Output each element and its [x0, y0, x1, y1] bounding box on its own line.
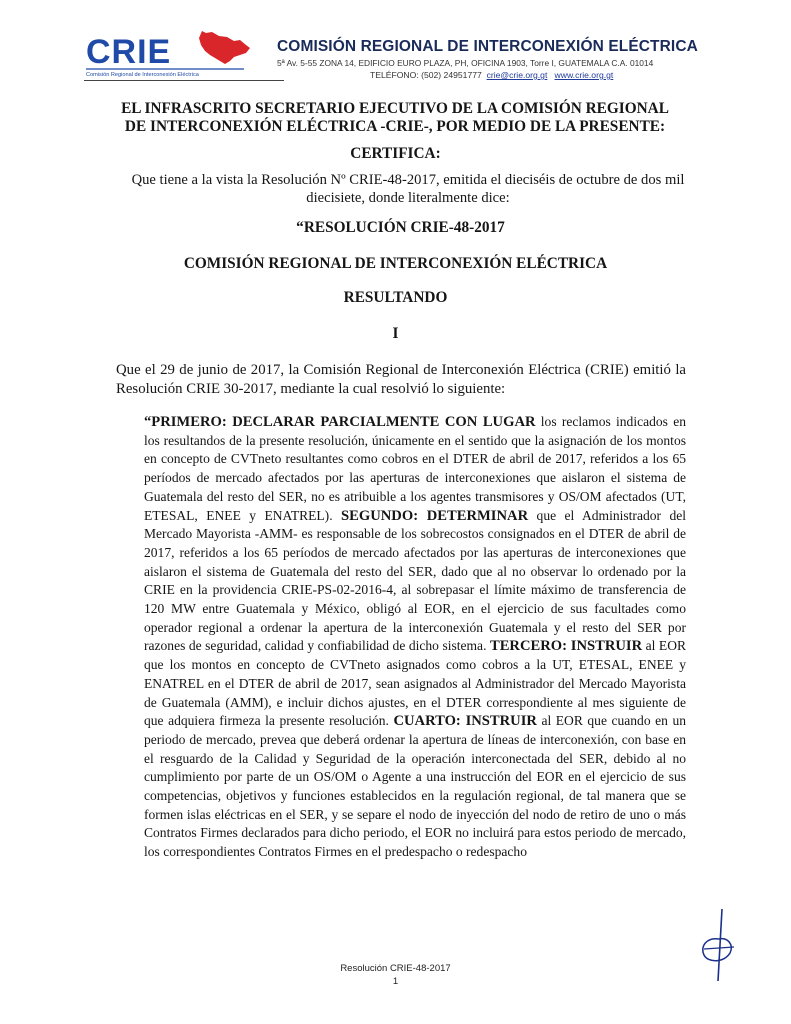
intro-heading: EL INFRASCRITO SECRETARIO EJECUTIVO DE LA COMISIÓN REGIONAL DE INTERCONEXIÓN ELÉCTRICA -CRIE-, POR MEDIO DE LA PRESENTE: — [121, 100, 669, 135]
tercero-text: al EOR que los montos en concepto de CVTneto asignados como cobros a la UT, ETESAL, ENEE y ENATREL en el DTER de abril de 2017, sean asignados al Administrador del Mercado Mayorista de Guatemala (AMM), e incluir dichos ajustes, en el DTER correspondiente al mes siguiente de que adquiera firmeza la presente resolución. — [144, 638, 687, 729]
cuarto-text: al EOR que cuando en un periodo de mercado, prevea que deberá ordenar la apertura de líneas de interconexión, con base en el resguardo de la Calidad y Seguridad de la operación interconectada del SER, debido al no cumplimiento por parte de un OS/OM o Agente a una instrucción del EOR en el ejercicio de sus competencias, objetivos y funciones establecidos en la regulación regional, de tal manera que se formen islas eléctricas en el SER, y se separe el nodo de inyección del nodo de retiro de uno o más Contratos Firmes declarados para dicho periodo, el EOR no incluirá para estos periodo de mercado, los correspondientes Contratos Firmes en el predespacho o redespacho — [144, 713, 686, 860]
quoted-resolution — [144, 413, 686, 862]
certifica-text: Que tiene a la vista la Resolución Nº CRIE-48-2017, emitida el dieciséis de octubre de dos mil diecisiete, donde literalmente dice: — [131, 172, 685, 206]
phone-number: TELÉFONO: (502) 24951777 — [370, 70, 482, 80]
crie-logo — [84, 28, 274, 78]
primero-heading: “PRIMERO: DECLARAR PARCIALMENTE CON LUGAR — [144, 414, 536, 430]
resultando-heading: RESULTANDO — [343, 289, 448, 306]
primero-text: los reclamos indicados en los resultandos de la presente resolución, únicamente en el sentido que la asignación de los montos en concepto de CVTneto resultantes como cobros en el DTER de abril de 2017, referidos a los 65 períodos de mercado afectados por las aperturas de interconexiones que aislaron el sistema de Guatemala del resto del SER, no es atribuible a los agentes transmisores y OS/OM afectados (UT, ETESAL, ENEE y ENATREL). — [144, 414, 686, 523]
page-footer — [0, 962, 791, 988]
footer-label: Resolución CRIE-48-2017 — [340, 963, 451, 974]
certifica-heading: CERTIFICA: — [350, 145, 441, 162]
paragraph-1: Que el 29 de junio de 2017, la Comisión Regional de Interconexión Eléctrica (CRIE) emitió la Resolución CRIE 30-2017, mediante la cual resolvió lo siguiente: — [116, 362, 686, 397]
organization-contact — [370, 70, 613, 80]
email-link[interactable]: crie@crie.org.gt — [486, 70, 548, 80]
website-link[interactable]: www.crie.org.gt — [554, 70, 614, 80]
page-number: 1 — [392, 976, 399, 987]
section-numeral: I — [392, 325, 399, 342]
logo-tagline: Comisión Regional de Interconexión Eléctrica — [86, 72, 199, 78]
logo-wordmark: CRIE — [86, 33, 172, 71]
resolution-title: “RESOLUCIÓN CRIE-48-2017 — [296, 219, 505, 236]
organization-name: COMISIÓN REGIONAL DE INTERCONEXIÓN ELÉCTRICA — [277, 38, 698, 55]
cuarto-heading: CUARTO: INSTRUIR — [393, 713, 537, 730]
segundo-heading: SEGUNDO: DETERMINAR — [341, 507, 529, 524]
commission-heading: COMISIÓN REGIONAL DE INTERCONEXIÓN ELÉCTRICA — [183, 255, 608, 272]
segundo-text: que el Administrador del Mercado Mayorista -AMM- es responsable de los sobrecostos consignados en el DTER de abril de 2017, referidos a los 65 períodos de mercado afectados por las aperturas de interconexiones que aislaron el sistema de Guatemala del resto del SER, dado que al no observar lo ordenado por la CRIE en la providencia CRIE-PS-02-2016-4, al sobrepasar el límite máximo de transferencia de 120 MW entre Guatemala y México, obligó al EOR, en el ejercicio de sus facultades como operador regional a ordenar la apertura de la interconexión Guatemala y el resto del SER por razones de seguridad, calidad y confiabilidad de dicho sistema. — [144, 507, 686, 654]
tercero-heading: TERCERO: INSTRUIR — [489, 638, 643, 655]
header-divider — [84, 80, 284, 81]
organization-address: 5ª Av. 5-55 ZONA 14, EDIFICIO EURO PLAZA, PH, OFICINA 1903, Torre I, GUATEMALA C.A. 01014 — [277, 58, 654, 68]
